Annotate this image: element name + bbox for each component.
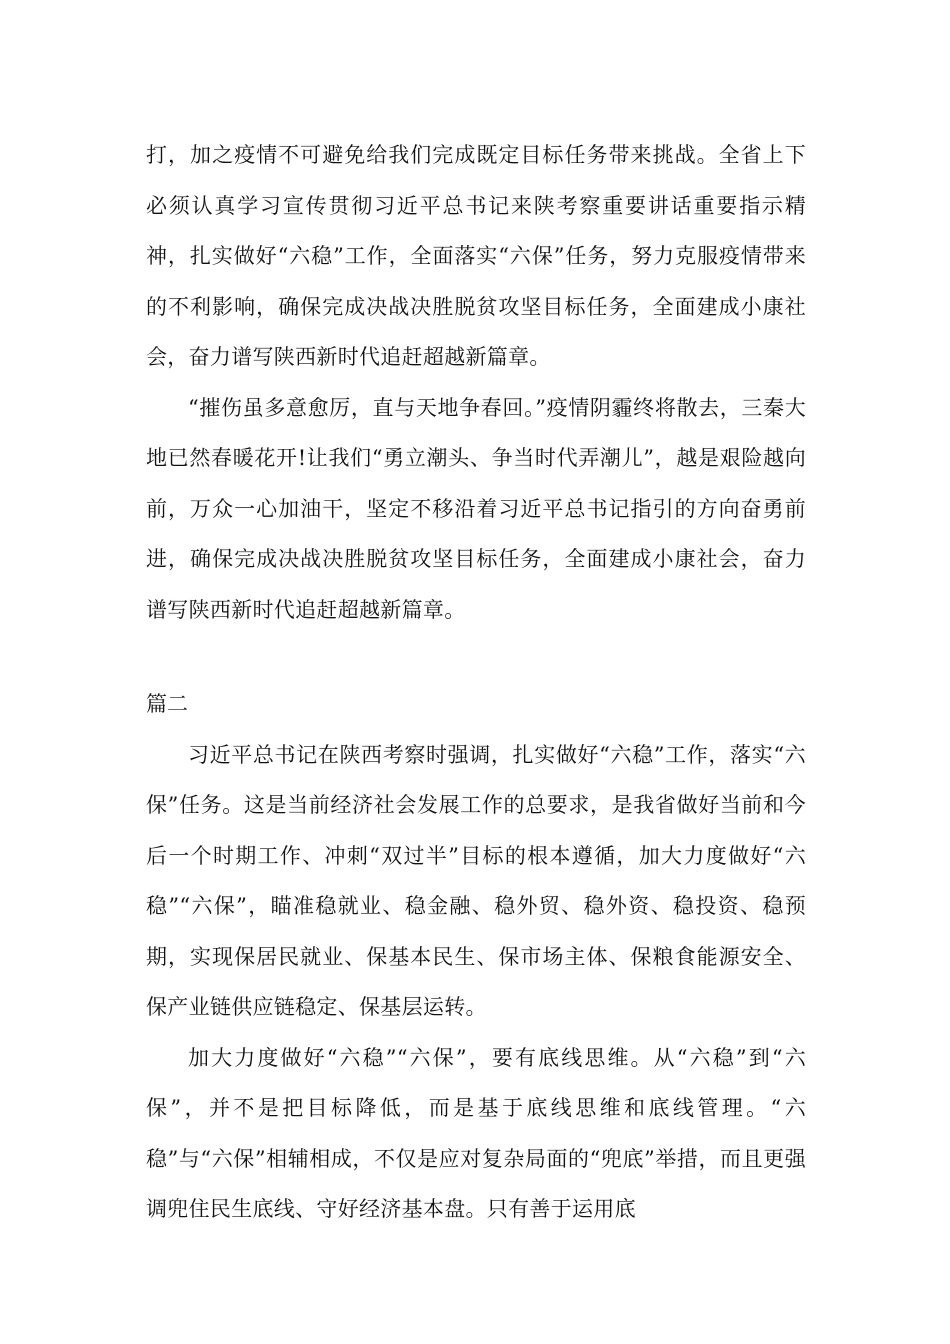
- paragraph-six-stability: 习近平总书记在陕西考察时强调，扎实做好“六稳”工作，落实“六保”任务。这是当前经济社会发展工作的总要求，是我省做好当前和今后一个时期工作、冲刺“双过半”目标的根本遵循，加大力度做好“六稳”“六保”，瞄准稳就业、稳金融、稳外贸、稳外资、稳投资、稳预期，实现保居民就业、保基本民生、保市场主体、保粮食能源安全、保产业链供应链稳定、保基层运转。: [146, 742, 806, 1019]
- document-page: [146, 130, 806, 1235]
- paragraph-continued: 打，加之疫情不可避免给我们完成既定目标任务带来挑战。全省上下必须认真学习宣传贯彻习近平总书记来陕考察重要讲话重要指示精神，扎实做好“六稳”工作，全面落实“六保”任务，努力克服疫情带来的不利影响，确保完成决战决胜脱贫攻坚目标任务，全面建成小康社会，奋力谱写陕西新时代追赶超越新篇章。: [146, 143, 806, 369]
- paragraph-bottom-line-thinking: 加大力度做好“六稳”“六保”，要有底线思维。从“六稳”到“六保”，并不是把目标降低，而是基于底线思维和底线管理。“六稳”与“六保”相辅相成，不仅是应对复杂局面的“兜底”举措，而且更强调兜住民生底线、守好经济基本盘。只有善于运用底: [146, 1045, 806, 1221]
- paragraph-poem-quote: “摧伤虽多意愈厉，直与天地争春回。”疫情阴霾终将散去，三秦大地已然春暖花开!让我们“勇立潮头、争当时代弄潮儿”，越是艰险越向前，万众一心加油干，坚定不移沿着习近平总书记指引的方向奋勇前进，确保完成决战决胜脱贫攻坚目标任务，全面建成小康社会，奋力谱写陕西新时代追赶超越新篇章。: [146, 395, 806, 622]
- section-heading: 篇二: [146, 692, 188, 716]
